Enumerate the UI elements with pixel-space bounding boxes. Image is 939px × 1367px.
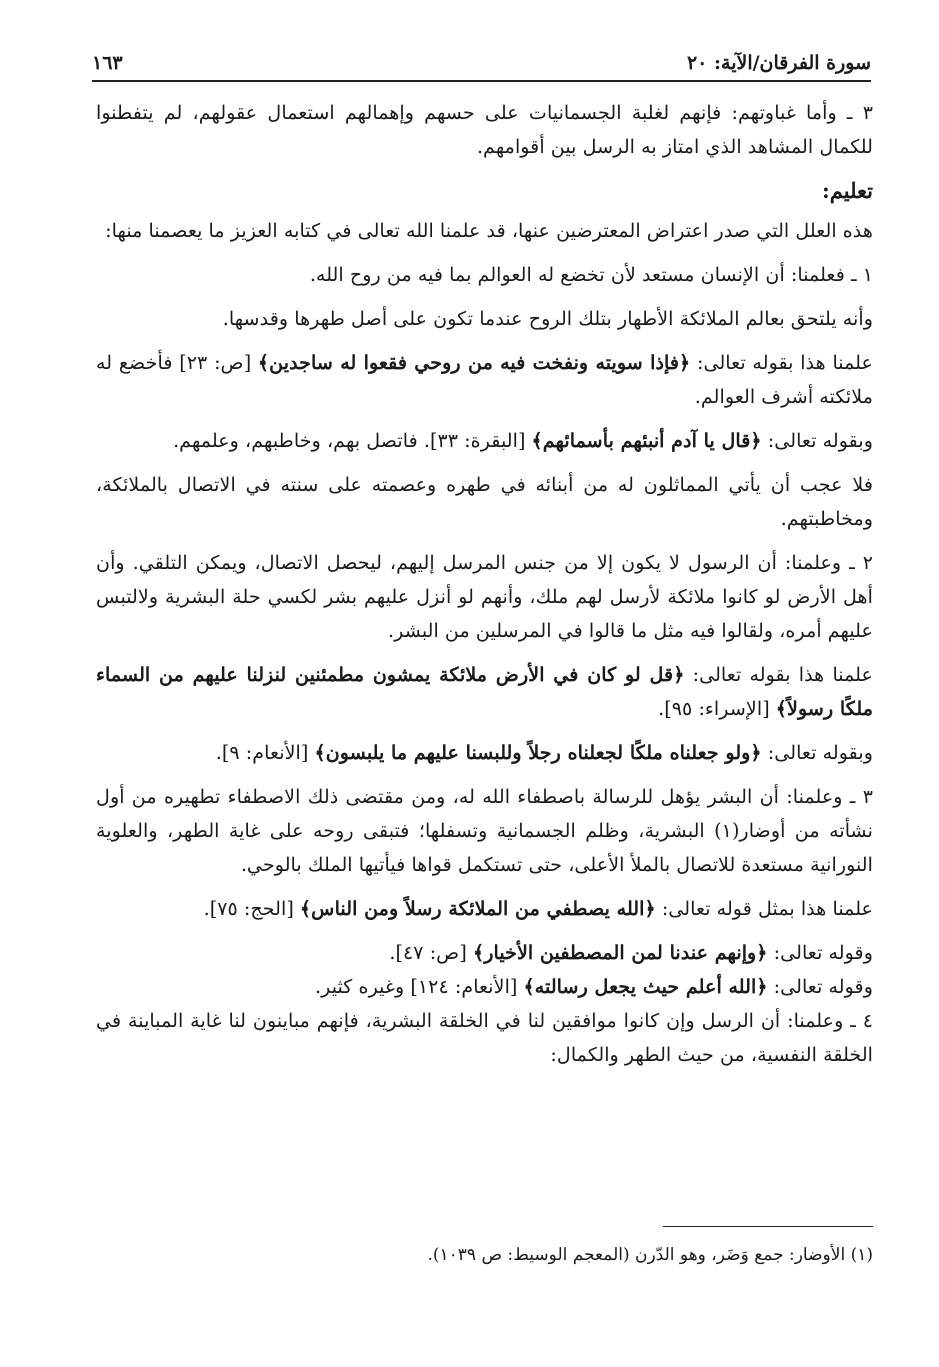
text-run: علمنا هذا بمثل قوله تعالى: bbox=[655, 897, 873, 920]
text-run: وقوله تعالى: bbox=[767, 975, 873, 998]
text-run: فلا عجب أن يأتي المماثلون له من أبنائه في طهره وعصمته على سنته في الاتصال بالملائكة، ومخاطبتهم. bbox=[96, 473, 873, 530]
paragraph bbox=[96, 936, 873, 970]
text-run: تعليم: bbox=[822, 178, 873, 203]
paragraph bbox=[96, 736, 873, 770]
paragraph bbox=[96, 780, 873, 882]
quran-quote: ﴿قال يا آدم أنبئهم بأسمائهم﴾ bbox=[531, 429, 762, 452]
quran-quote: ﴿الله أعلم حيث يجعل رسالته﴾ bbox=[523, 975, 768, 998]
quran-quote: ﴿فإذا سويته ونفخت فيه من روحي فقعوا له ساجدين﴾ bbox=[257, 351, 691, 374]
text-run: ٣ ـ وعلمنا: أن البشر يؤهل للرسالة باصطفاء الله له، ومن مقتضى ذلك الاصطفاء تطهيره من أول نشأته من أوضار(١) البشرية، وظلم الجسمانية وتسفلها؛ فتبقى روحه على غاية الطهر، والعلوية النورانية مستعدة للاتصال بالملأ الأعلى، حتى تستكمل قواها فيأتيها الملك بالوحي. bbox=[96, 785, 873, 876]
text-run: ٢ ـ وعلمنا: أن الرسول لا يكون إلا من جنس المرسل إليهم، ليحصل الاتصال، ويمكن التلقي. وأن أهل الأرض لو كانوا ملائكة لأرسل لهم ملك، وأنهم لو أنزل عليهم بشر لكسي حلة البشرية ولالتبس عليهم أمره، ولقالوا فيه مثل ما قالوا في المرسلين من البشر. bbox=[96, 551, 873, 642]
text-run: ١ ـ فعلمنا: أن الإنسان مستعد لأن تخضع له العوالم بما فيه من روح الله. bbox=[309, 263, 873, 286]
page-number: ١٦٣ bbox=[92, 52, 123, 74]
text-run: علمنا هذا بقوله تعالى: bbox=[690, 351, 873, 374]
paragraph bbox=[96, 424, 873, 458]
paragraph bbox=[96, 892, 873, 926]
paragraph bbox=[96, 658, 873, 726]
text-run: [الأنعام: ٩]. bbox=[215, 741, 315, 764]
text-run: [البقرة: ٣٣]. فاتصل بهم، وخاطبهم، وعلمهم. bbox=[173, 429, 532, 452]
main-text bbox=[96, 96, 873, 1082]
footnote-divider bbox=[663, 1226, 873, 1227]
text-run: هذه العلل التي صدر اعتراض المعترضين عنها، قد علمنا الله تعالى في كتابه العزيز ما يعصمنا منها: bbox=[105, 219, 873, 242]
quran-quote: ﴿ولو جعلناه ملكًا لجعلناه رجلاً وللبسنا عليهم ما يلبسون﴾ bbox=[314, 741, 762, 764]
header-divider bbox=[92, 80, 871, 82]
paragraph bbox=[96, 96, 873, 164]
text-run: [ص: ٢٣] فأخضع له ملائكته أشرف العوالم. bbox=[96, 351, 873, 408]
text-run: [الأنعام: ١٢٤] وغيره كثير. bbox=[315, 975, 524, 998]
footnote: (١) الأوضار: جمع وَضَر، وهو الدّرن (المعجم الوسيط: ص ١٠٣٩). bbox=[427, 1245, 873, 1265]
section-heading bbox=[96, 174, 873, 208]
paragraph bbox=[96, 346, 873, 414]
text-run: ٣ ـ وأما غباوتهم: فإنهم لغلبة الجسمانيات على حسهم وإهمالهم استعمال عقولهم، لم يتفطنوا للكمال المشاهد الذي امتاز به الرسل بين أقوامهم. bbox=[96, 101, 873, 158]
text-run: [الحج: ٧٥]. bbox=[203, 897, 300, 920]
header-title: سورة الفرقان/الآية: ٢٠ bbox=[686, 52, 871, 74]
quran-quote: ﴿وإنهم عندنا لمن المصطفين الأخيار﴾ bbox=[472, 941, 768, 964]
paragraph bbox=[96, 468, 873, 536]
paragraph bbox=[96, 1004, 873, 1072]
paragraph bbox=[96, 302, 873, 336]
quran-quote: ﴿قل لو كان في الأرض ملائكة يمشون مطمئنين لنزلنا عليهم من السماء ملكًا رسولاً﴾ bbox=[96, 663, 873, 720]
text-run: علمنا هذا بقوله تعالى: bbox=[684, 663, 873, 686]
paragraph bbox=[96, 546, 873, 648]
running-header bbox=[92, 40, 871, 74]
paragraph bbox=[96, 214, 873, 248]
text-run: وقوله تعالى: bbox=[767, 941, 873, 964]
text-run: [ص: ٤٧]. bbox=[389, 941, 473, 964]
text-run: [الإسراء: ٩٥]. bbox=[658, 697, 776, 720]
paragraph bbox=[96, 258, 873, 292]
text-run: وبقوله تعالى: bbox=[761, 741, 873, 764]
paragraph bbox=[96, 970, 873, 1004]
quran-quote: ﴿الله يصطفي من الملائكة رسلاً ومن الناس﴾ bbox=[299, 897, 656, 920]
text-run: وأنه يلتحق بعالم الملائكة الأطهار بتلك الروح عندما تكون على أصل طهرها وقدسها. bbox=[222, 307, 873, 330]
text-run: وبقوله تعالى: bbox=[761, 429, 873, 452]
text-run: ٤ ـ وعلمنا: أن الرسل وإن كانوا موافقين لنا في الخلقة البشرية، فإنهم مباينون لنا غاية المباينة في الخلقة النفسية، من حيث الطهر والكمال: bbox=[96, 1009, 873, 1066]
